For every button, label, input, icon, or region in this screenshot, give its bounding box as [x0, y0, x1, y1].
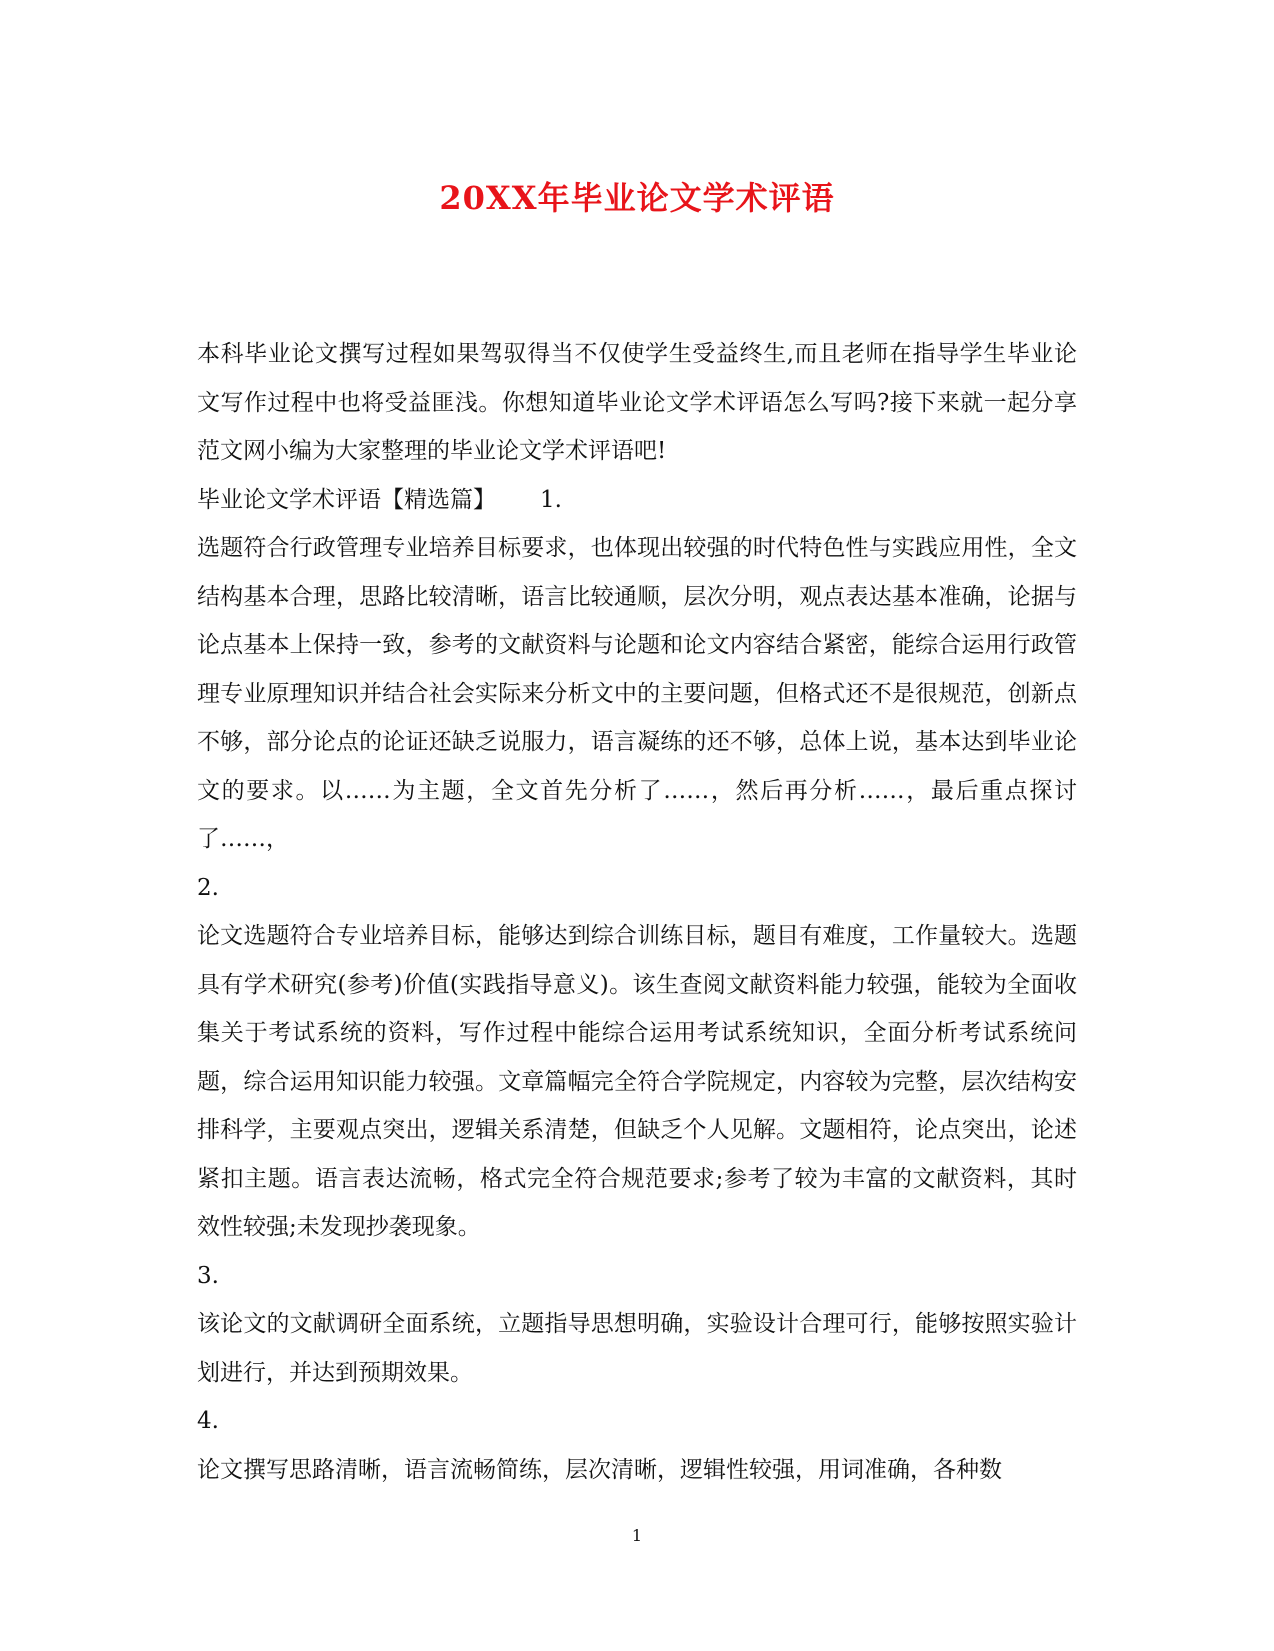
section-heading-line	[197, 476, 1077, 525]
item-text-1: 选题符合行政管理专业培养目标要求，也体现出较强的时代特色性与实践应用性，全文结构基本合理，思路比较清晰，语言比较通顺，层次分明，观点表达基本准确，论据与论点基本上保持一致，参考的文献资料与论题和论文内容结合紧密，能综合运用行政管理专业原理知识并结合社会实际来分析文中的主要问题，但格式还不是很规范，创新点不够，部分论点的论证还缺乏说服力，语言凝练的还不够，总体上说，基本达到毕业论文的要求。以……为主题，全文首先分析了……，然后再分析……，最后重点探讨了……，	[197, 535, 1077, 852]
item-text-2: 论文选题符合专业培养目标，能够达到综合训练目标，题目有难度，工作量较大。选题具有学术研究(参考)价值(实践指导意义)。该生查阅文献资料能力较强，能较为全面收集关于考试系统的资料，写作过程中能综合运用考试系统知识，全面分析考试系统问题，综合运用知识能力较强。文章篇幅完全符合学院规定，内容较为完整，层次结构安排科学，主要观点突出，逻辑关系清楚，但缺乏个人见解。文题相符，论点突出，论述紧扣主题。语言表达流畅，格式完全符合规范要求;参考了较为丰富的文献资料，其时效性较强;未发现抄袭现象。	[197, 923, 1077, 1240]
document-body	[197, 330, 1077, 1494]
intro-paragraph: 本科毕业论文撰写过程如果驾驭得当不仅使学生受益终生,而且老师在指导学生毕业论文写作过程中也将受益匪浅。你想知道毕业论文学术评语怎么写吗?接下来就一起分享范文网小编为大家整理的毕业论文学术评语吧!	[197, 341, 1077, 464]
item-number-2: 2.	[197, 874, 219, 901]
item-number-1: 1.	[540, 486, 562, 513]
document-title: 20XX年毕业论文学术评语	[439, 179, 835, 217]
item-text-4: 论文撰写思路清晰，语言流畅简练，层次清晰，逻辑性较强，用词准确，各种数	[197, 1456, 1002, 1483]
page-number: 1	[631, 1526, 643, 1545]
item-text-3: 该论文的文献调研全面系统，立题指导思想明确，实验设计合理可行，能够按照实验计划进行，并达到预期效果。	[197, 1311, 1077, 1386]
section-heading: 毕业论文学术评语【精选篇】	[197, 486, 496, 513]
item-number-4: 4.	[197, 1408, 219, 1434]
item-number-3: 3.	[197, 1262, 219, 1289]
